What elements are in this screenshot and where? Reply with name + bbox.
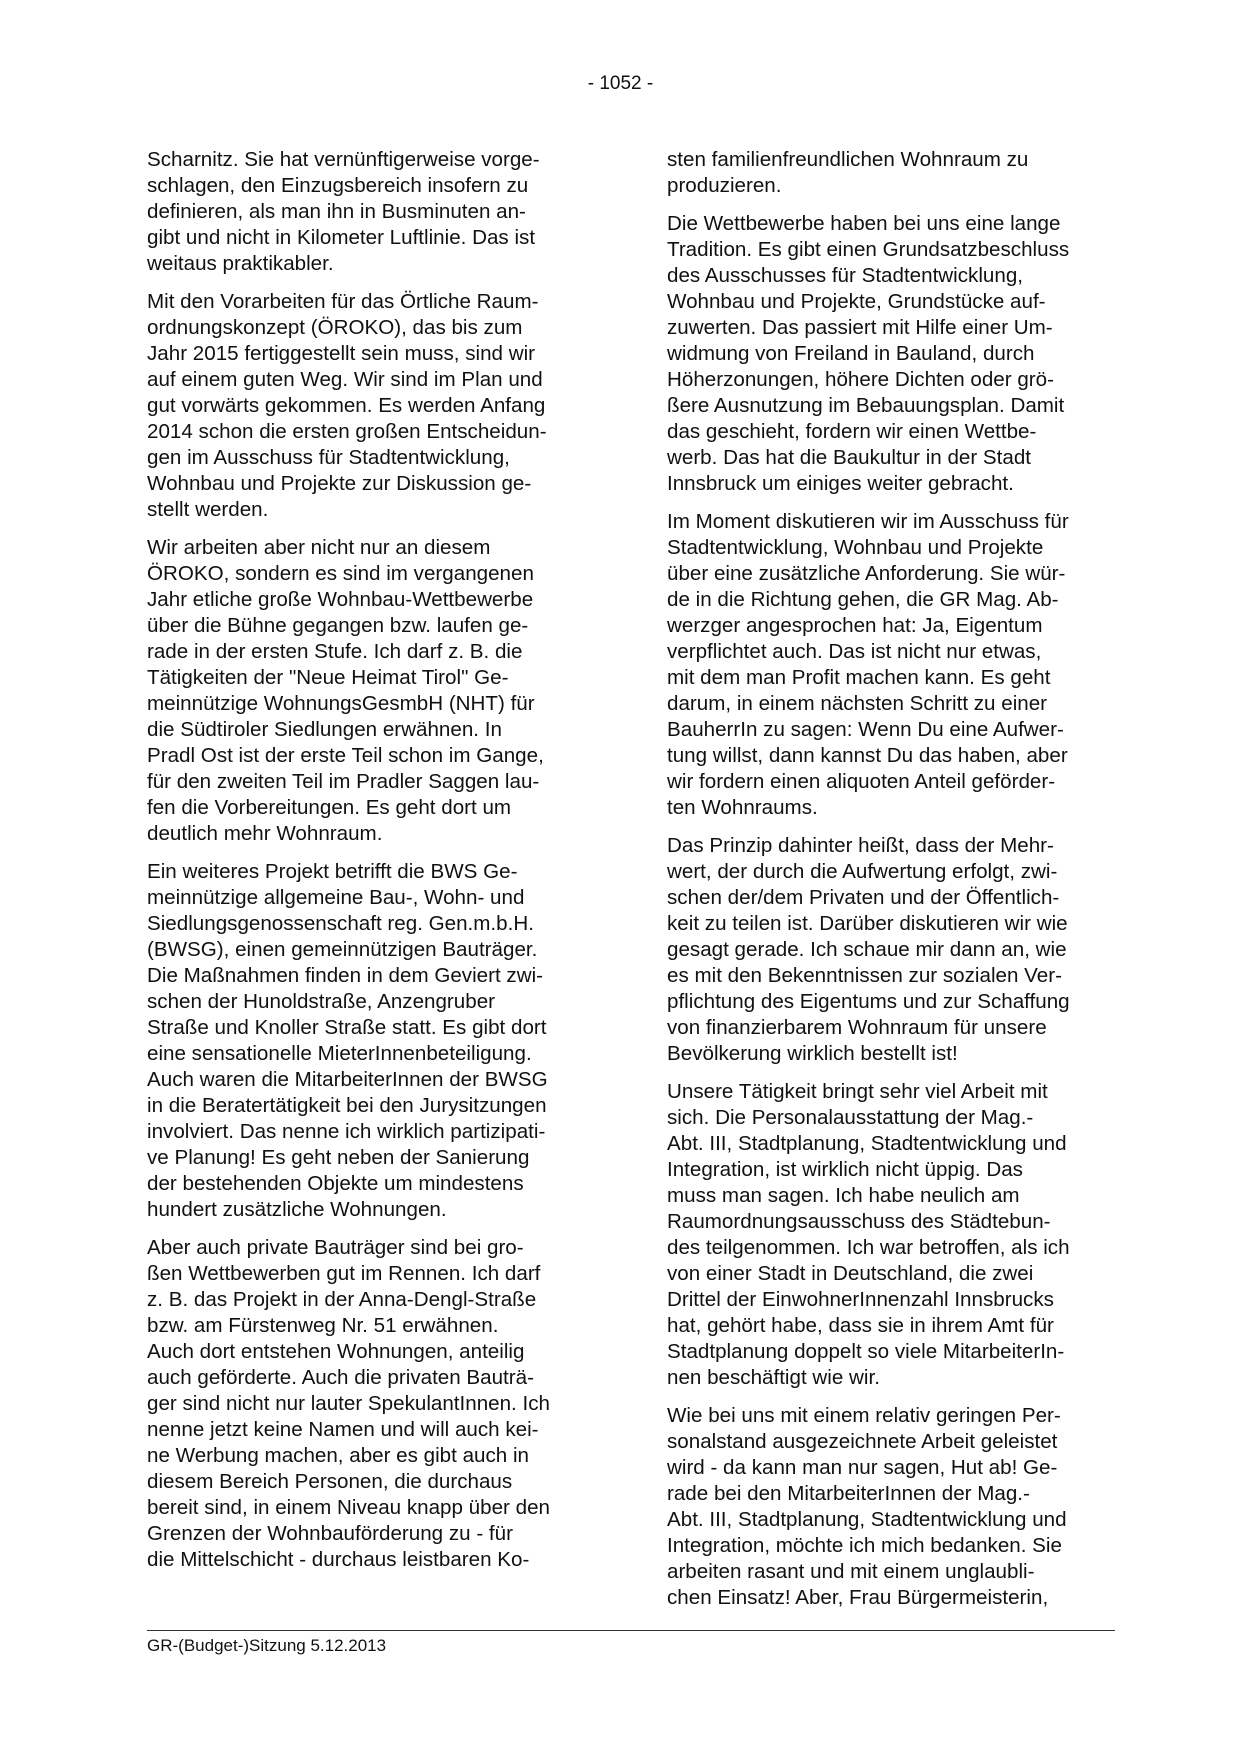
left-column <box>147 147 592 1585</box>
paragraph: sten familienfreundlichen Wohnraum zu produzieren. <box>667 148 1029 197</box>
right-column <box>667 147 1112 1623</box>
paragraph: Mit den Vorarbeiten für das Örtliche Raum- ordnungskonzept (ÖROKO), das bis zum Jahr 2015 fertiggestellt sein muss, sind wir auf einem guten Weg. Wir sind im Plan und gut vorwärts gekommen. Es werden Anfang 2014 schon die ersten großen Entscheidun- gen im Ausschuss für Stadtentwicklung, Wohnbau und Projekte zur Diskussion ge- stellt werden. <box>147 290 547 521</box>
paragraph: Die Wettbewerbe haben bei uns eine lange Tradition. Es gibt einen Grundsatzbeschluss des Ausschusses für Stadtentwicklung, Wohnbau und Projekte, Grundstücke auf- zuwerten. Das passiert mit Hilfe einer Um- widmung von Freiland in Bauland, durch Höherzonungen, höhere Dichten oder grö- ßere Ausnutzung im Bebauungsplan. Damit das geschieht, fordern wir einen Wettbe- werb. Das hat die Baukultur in der Stadt Innsbruck um einiges weiter gebracht. <box>667 212 1070 495</box>
footer-text: GR-(Budget-)Sitzung 5.12.2013 <box>147 1636 387 1655</box>
paragraph: Aber auch private Bauträger sind bei gro- ßen Wettbewerben gut im Rennen. Ich darf z. B. das Projekt in der Anna-Dengl-Straße bzw. am Fürstenweg Nr. 51 erwähnen. Auch dort entstehen Wohnungen, anteilig auch geförderte. Auch die privaten Bauträ- ger sind nicht nur lauter SpekulantInnen. Ich nenne jetzt keine Namen und will auch kei- ne Werbung machen, aber es gibt auch in diesem Bereich Personen, die durchaus bereit sind, in einem Niveau knapp über den Grenzen der Wohnbauförderung zu - für die Mittelschicht - durchaus leistbaren Ko- <box>147 1236 550 1571</box>
footer-divider <box>147 1630 1115 1631</box>
paragraph: Ein weiteres Projekt betrifft die BWS Ge- meinnützige allgemeine Bau-, Wohn- und Siedlungsgenossenschaft reg. Gen.m.b.H. (BWSG), einen gemeinnützigen Bauträger. Die Maßnahmen finden in dem Geviert zwi- schen der Hunoldstraße, Anzengruber Straße und Knoller Straße statt. Es gibt dort eine sensationelle MieterInnenbeteiligung. Auch waren die MitarbeiterInnen der BWSG in die Beratertätigkeit bei den Jurysitzungen involviert. Das nenne ich wirklich partizipati- ve Planung! Es geht neben der Sanierung der bestehenden Objekte um mindestens hundert zusätzliche Wohnungen. <box>147 860 548 1221</box>
paragraph: Das Prinzip dahinter heißt, dass der Mehr- wert, der durch die Aufwertung erfolgt, zwi- schen der/dem Privaten und der Öffentlich- keit zu teilen ist. Darüber diskutieren wir wie gesagt gerade. Ich schaue mir dann an, wie es mit den Bekenntnissen zur sozialen Ver- pflichtung des Eigentums und zur Schaffung von finanzierbarem Wohnraum für unsere Bevölkerung wirklich bestellt ist! <box>667 834 1070 1065</box>
page-number: - 1052 - <box>587 73 654 94</box>
paragraph: Wie bei uns mit einem relativ geringen Per- sonalstand ausgezeichnete Arbeit geleistet wird - da kann man nur sagen, Hut ab! Ge- rade bei den MitarbeiterInnen der Mag.- Abt. III, Stadtplanung, Stadtentwicklung und Integration, möchte ich mich bedanken. Sie arbeiten rasant und mit einem unglaubli- chen Einsatz! Aber, Frau Bürgermeisterin, <box>667 1404 1067 1609</box>
paragraph: Im Moment diskutieren wir im Ausschuss für Stadtentwicklung, Wohnbau und Projekte über eine zusätzliche Anforderung. Sie wür- de in die Richtung gehen, die GR Mag. Ab- werzger angesprochen hat: Ja, Eigentum verpflichtet auch. Das ist nicht nur etwas, mit dem man Profit machen kann. Es geht darum, in einem nächsten Schritt zu einer BauherrIn zu sagen: Wenn Du eine Aufwer- tung willst, dann kannst Du das haben, aber wir fordern einen aliquoten Anteil geförder- ten Wohnraums. <box>667 510 1069 819</box>
paragraph: Scharnitz. Sie hat vernünftigerweise vorge- schlagen, den Einzugsbereich insofern zu definieren, als man ihn in Busminuten an- gibt und nicht in Kilometer Luftlinie. Das ist weitaus praktikabler. <box>147 148 540 275</box>
paragraph: Wir arbeiten aber nicht nur an diesem ÖROKO, sondern es sind im vergangenen Jahr etliche große Wohnbau-Wettbewerbe über die Bühne gegangen bzw. laufen ge- rade in der ersten Stufe. Ich darf z. B. die Tätigkeiten der "Neue Heimat Tirol" Ge- meinnützige WohnungsGesmbH (NHT) für die Südtiroler Siedlungen erwähnen. In Pradl Ost ist der erste Teil schon im Gange, für den zweiten Teil im Pradler Saggen lau- fen die Vorbereitungen. Es geht dort um deutlich mehr Wohnraum. <box>147 536 544 845</box>
paragraph: Unsere Tätigkeit bringt sehr viel Arbeit mit sich. Die Personalausstattung der Mag.- Abt. III, Stadtplanung, Stadtentwicklung und Integration, ist wirklich nicht üppig. Das muss man sagen. Ich habe neulich am Raumordnungsausschuss des Städtebun- des teilgenommen. Ich war betroffen, als ich von einer Stadt in Deutschland, die zwei Drittel der EinwohnerInnenzahl Innsbrucks hat, gehört habe, dass sie in ihrem Amt für Stadtplanung doppelt so viele MitarbeiterIn- nen beschäftigt wie wir. <box>667 1080 1070 1389</box>
